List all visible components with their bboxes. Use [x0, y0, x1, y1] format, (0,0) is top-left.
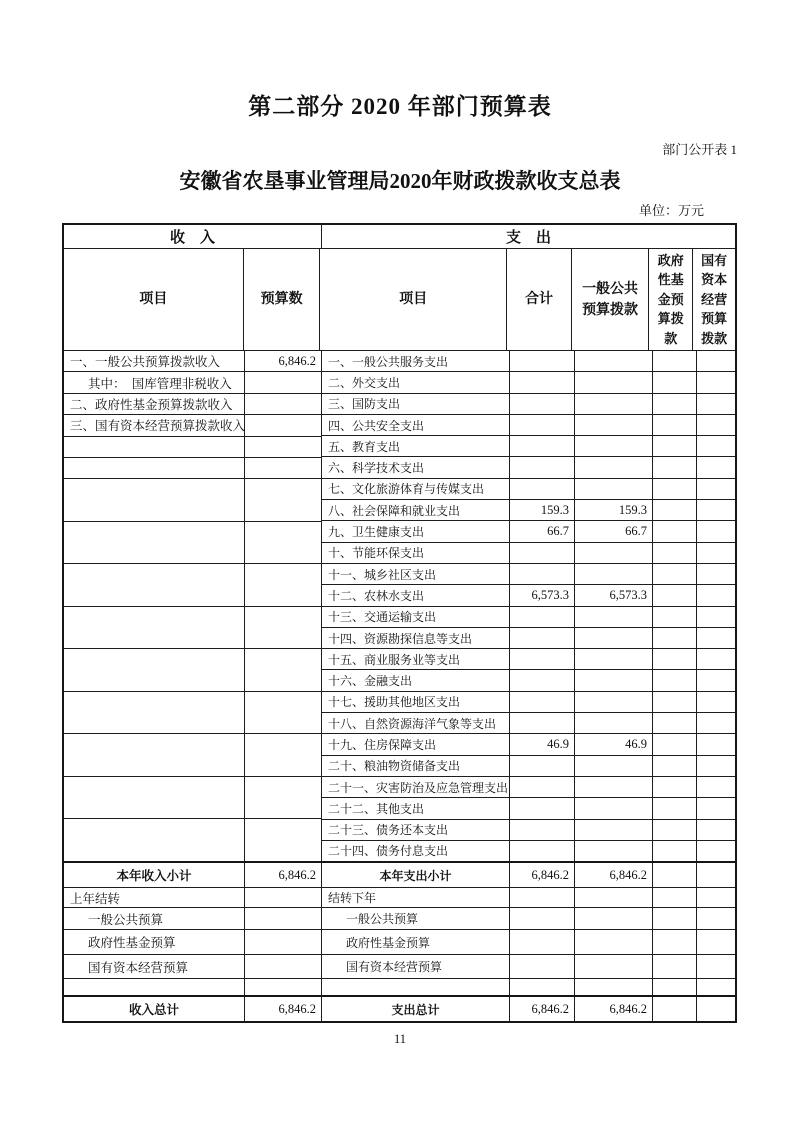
expenditure-total-value	[510, 436, 575, 456]
expenditure-state-capital-value	[697, 820, 735, 840]
page-number: 11	[393, 1032, 407, 1046]
expenditure-gov-fund-value	[653, 372, 697, 392]
income-summary-row	[64, 930, 321, 955]
expenditure-general-value	[575, 479, 653, 499]
expenditure-state-capital-value	[697, 734, 735, 754]
expenditure-gov-fund-value	[653, 841, 697, 861]
expenditure-row	[322, 607, 735, 628]
expenditure-row	[322, 841, 735, 861]
income-summary	[64, 863, 322, 1021]
column-header-state-capital-budget: 国有资本经营预算拨款	[701, 252, 728, 346]
column-header-income-item: 项目	[64, 249, 244, 350]
expenditure-summary-state-capital	[697, 955, 735, 978]
expenditure-state-capital-value	[697, 841, 735, 861]
expenditure-state-capital-value	[697, 798, 735, 818]
expenditure-state-capital-value	[697, 777, 735, 797]
expenditure-general-value: 6,573.3	[575, 585, 653, 605]
column-header-total: 合计	[507, 249, 572, 350]
expenditure-gov-fund-value	[653, 415, 697, 435]
empty-label-cell	[64, 437, 245, 457]
income-empty-row	[64, 692, 321, 735]
expenditure-gov-fund-value	[653, 394, 697, 414]
expenditure-summary-row	[322, 908, 735, 930]
expenditure-gov-fund-value	[653, 692, 697, 712]
expenditure-state-capital-value	[697, 670, 735, 690]
expenditure-item-label: 二十四、债务付息支出	[322, 841, 510, 861]
income-empty-row	[64, 564, 321, 607]
expenditure-row	[322, 564, 735, 585]
expenditure-item-label: 十一、城乡社区支出	[322, 564, 510, 584]
expenditure-row	[322, 777, 735, 798]
expenditure-gov-fund-value	[653, 543, 697, 563]
column-header-income-budget: 预算数	[244, 249, 321, 350]
expenditure-gov-fund-value	[653, 479, 697, 499]
empty-label-cell	[64, 522, 245, 564]
income-item-label: 其中： 国库管理非税收入	[64, 372, 245, 392]
income-summary-row	[64, 979, 321, 997]
expenditure-gov-fund-value	[653, 457, 697, 477]
expenditure-item-label: 二十三、债务还本支出	[322, 820, 510, 840]
expenditure-item-label: 二十一、灾害防治及应急管理支出	[322, 777, 510, 797]
empty-value-cell	[245, 819, 321, 861]
income-budget-value	[245, 394, 321, 414]
expenditure-row	[322, 670, 735, 691]
empty-value-cell	[245, 734, 321, 776]
expenditure-item-label: 二十二、其他支出	[322, 798, 510, 818]
expenditure-summary-total	[510, 888, 575, 907]
expenditure-total-value	[510, 841, 575, 861]
income-summary-label: 国有资本经营预算	[64, 955, 245, 978]
expenditure-total-value: 159.3	[510, 500, 575, 520]
expenditure-summary-gov-fund	[653, 979, 697, 995]
income-summary-row	[64, 955, 321, 979]
expenditure-item-label: 八、社会保障和就业支出	[322, 500, 510, 520]
expenditure-summary-row	[322, 930, 735, 955]
expenditure-gov-fund-value	[653, 756, 697, 776]
expenditure-gov-fund-value	[653, 713, 697, 733]
income-row	[64, 372, 321, 393]
unit-note: 单位：万元	[638, 203, 704, 218]
expenditure-general-value	[575, 457, 653, 477]
expenditure-summary-total	[510, 908, 575, 929]
expenditure-total-value: 66.7	[510, 521, 575, 541]
income-summary-label	[64, 979, 245, 995]
expenditure-summary-row	[322, 997, 735, 1021]
expenditure-total-value	[510, 798, 575, 818]
expenditure-total-value	[510, 670, 575, 690]
income-empty-row	[64, 458, 321, 479]
expenditure-summary-total: 6,846.2	[510, 863, 575, 887]
expenditure-total-value	[510, 777, 575, 797]
income-empty-row	[64, 819, 321, 861]
expenditure-gov-fund-value	[653, 734, 697, 754]
expenditure-item-label: 十五、商业服务业等支出	[322, 649, 510, 669]
expenditure-state-capital-value	[697, 436, 735, 456]
expenditure-gov-fund-value	[653, 585, 697, 605]
expenditure-item-label: 一、一般公共服务支出	[322, 351, 510, 371]
income-empty-row	[64, 437, 321, 458]
expenditure-item-label: 七、文化旅游体育与传媒支出	[322, 479, 510, 499]
income-summary-value	[245, 955, 321, 978]
expenditure-summary	[322, 863, 735, 1021]
expenditure-summary-label: 结转下年	[322, 888, 510, 907]
expenditure-gov-fund-value	[653, 351, 697, 371]
expenditure-total-value	[510, 351, 575, 371]
income-item-label: 二、政府性基金预算拨款收入	[64, 394, 245, 414]
income-summary-value	[245, 888, 321, 907]
income-summary-value	[245, 930, 321, 954]
expenditure-summary-label: 支出总计	[322, 997, 510, 1021]
expenditure-section-header: 支 出	[505, 230, 551, 246]
table-title: 安徽省农垦事业管理局2020年财政拨款收支总表	[179, 169, 621, 193]
expenditure-total-value	[510, 457, 575, 477]
expenditure-gov-fund-value	[653, 564, 697, 584]
expenditure-summary-general	[575, 955, 653, 978]
expenditure-body	[322, 351, 735, 861]
expenditure-state-capital-value	[697, 479, 735, 499]
expenditure-item-label: 二十、粮油物资储备支出	[322, 756, 510, 776]
income-empty-row	[64, 734, 321, 777]
income-summary-value	[245, 979, 321, 995]
expenditure-total-value	[510, 543, 575, 563]
expenditure-state-capital-value	[697, 628, 735, 648]
income-row	[64, 351, 321, 372]
expenditure-state-capital-value	[697, 585, 735, 605]
expenditure-general-value	[575, 798, 653, 818]
income-summary-row	[64, 908, 321, 930]
income-summary-label: 一般公共预算	[64, 908, 245, 929]
expenditure-total-value	[510, 372, 575, 392]
expenditure-gov-fund-value	[653, 521, 697, 541]
expenditure-general-value	[575, 692, 653, 712]
income-item-label: 三、国有资本经营预算拨款收入	[64, 415, 245, 435]
income-empty-row	[64, 649, 321, 692]
expenditure-row	[322, 713, 735, 734]
expenditure-state-capital-value	[697, 351, 735, 371]
expenditure-row	[322, 820, 735, 841]
expenditure-summary-state-capital	[697, 930, 735, 954]
expenditure-gov-fund-value	[653, 436, 697, 456]
table-column-header-row	[64, 249, 735, 351]
empty-label-cell	[64, 564, 245, 606]
expenditure-gov-fund-value	[653, 777, 697, 797]
expenditure-general-value	[575, 415, 653, 435]
expenditure-item-label: 十七、援助其他地区支出	[322, 692, 510, 712]
empty-value-cell	[245, 692, 321, 734]
expenditure-summary-gov-fund	[653, 863, 697, 887]
expenditure-summary-label: 一般公共预算	[322, 908, 510, 929]
column-header-gov-fund-budget: 政府性基金预算拨款	[649, 249, 693, 350]
expenditure-row	[322, 436, 735, 457]
expenditure-state-capital-value	[697, 415, 735, 435]
column-header-general-public-budget: 一般公共预算拨款	[572, 249, 650, 350]
expenditure-summary-general	[575, 979, 653, 995]
income-summary-row	[64, 997, 321, 1021]
expenditure-gov-fund-value	[653, 500, 697, 520]
empty-value-cell	[245, 458, 321, 478]
empty-label-cell	[64, 479, 245, 521]
expenditure-general-value	[575, 543, 653, 563]
expenditure-item-label: 五、教育支出	[322, 436, 510, 456]
empty-value-cell	[245, 777, 321, 819]
expenditure-summary-total	[510, 979, 575, 995]
income-row	[64, 394, 321, 415]
expenditure-summary-row	[322, 955, 735, 979]
expenditure-row	[322, 521, 735, 542]
empty-value-cell	[245, 522, 321, 564]
expenditure-row	[322, 500, 735, 521]
expenditure-item-label: 十八、自然资源海洋气象等支出	[322, 713, 510, 733]
income-row	[64, 415, 321, 436]
expenditure-general-value	[575, 713, 653, 733]
empty-label-cell	[64, 777, 245, 819]
expenditure-summary-state-capital	[697, 888, 735, 907]
income-budget-value	[245, 372, 321, 392]
expenditure-total-value	[510, 564, 575, 584]
expenditure-summary-row	[322, 863, 735, 888]
expenditure-state-capital-value	[697, 372, 735, 392]
empty-label-cell	[64, 819, 245, 861]
income-empty-row	[64, 522, 321, 565]
table-body	[64, 351, 735, 863]
expenditure-state-capital-value	[697, 564, 735, 584]
expenditure-gov-fund-value	[653, 820, 697, 840]
expenditure-gov-fund-value	[653, 798, 697, 818]
expenditure-general-value	[575, 777, 653, 797]
expenditure-summary-state-capital	[697, 908, 735, 929]
expenditure-general-value	[575, 564, 653, 584]
expenditure-row	[322, 415, 735, 436]
expenditure-gov-fund-value	[653, 628, 697, 648]
income-empty-row	[64, 777, 321, 820]
expenditure-row	[322, 479, 735, 500]
expenditure-summary-gov-fund	[653, 955, 697, 978]
income-budget-value	[245, 415, 321, 435]
empty-label-cell	[64, 458, 245, 478]
expenditure-general-value	[575, 372, 653, 392]
expenditure-summary-row	[322, 888, 735, 908]
expenditure-row	[322, 543, 735, 564]
expenditure-general-value	[575, 607, 653, 627]
empty-value-cell	[245, 649, 321, 691]
income-summary-label: 收入总计	[64, 997, 245, 1021]
income-section-header: 收 入	[64, 225, 322, 248]
income-empty-row	[64, 607, 321, 650]
expenditure-general-value	[575, 628, 653, 648]
expenditure-item-label: 十、节能环保支出	[322, 543, 510, 563]
expenditure-row	[322, 628, 735, 649]
expenditure-row	[322, 798, 735, 819]
expenditure-summary-general	[575, 888, 653, 907]
expenditure-item-label: 六、科学技术支出	[322, 457, 510, 477]
expenditure-state-capital-value	[697, 756, 735, 776]
expenditure-total-value	[510, 692, 575, 712]
expenditure-item-label: 二、外交支出	[322, 372, 510, 392]
expenditure-row	[322, 351, 735, 372]
income-summary-label: 本年收入小计	[64, 863, 245, 887]
expenditure-general-value	[575, 670, 653, 690]
expenditure-total-value	[510, 628, 575, 648]
expenditure-state-capital-value	[697, 457, 735, 477]
expenditure-summary-total	[510, 955, 575, 978]
expenditure-summary-total	[510, 930, 575, 954]
expenditure-summary-gov-fund	[653, 997, 697, 1021]
expenditure-general-value	[575, 756, 653, 776]
empty-label-cell	[64, 649, 245, 691]
expenditure-item-label: 十九、住房保障支出	[322, 734, 510, 754]
income-summary-value	[245, 908, 321, 929]
expenditure-row	[322, 734, 735, 755]
expenditure-total-value	[510, 479, 575, 499]
expenditure-summary-row	[322, 979, 735, 997]
expenditure-summary-general	[575, 930, 653, 954]
expenditure-summary-state-capital	[697, 997, 735, 1021]
expenditure-general-value: 159.3	[575, 500, 653, 520]
expenditure-summary-gov-fund	[653, 908, 697, 929]
expenditure-general-value	[575, 394, 653, 414]
expenditure-general-value	[575, 436, 653, 456]
expenditure-total-value: 46.9	[510, 734, 575, 754]
expenditure-state-capital-value	[697, 500, 735, 520]
expenditure-gov-fund-value	[653, 649, 697, 669]
expenditure-general-value	[575, 351, 653, 371]
expenditure-row	[322, 457, 735, 478]
income-body	[64, 351, 322, 861]
expenditure-total-value	[510, 607, 575, 627]
income-summary-row	[64, 863, 321, 888]
expenditure-row	[322, 756, 735, 777]
expenditure-item-label: 十二、农林水支出	[322, 585, 510, 605]
table-label: 部门公开表 1	[662, 142, 737, 157]
income-empty-row	[64, 479, 321, 522]
expenditure-summary-label: 国有资本经营预算	[322, 955, 510, 978]
empty-value-cell	[245, 564, 321, 606]
income-summary-label: 上年结转	[64, 888, 245, 907]
empty-value-cell	[245, 479, 321, 521]
expenditure-state-capital-value	[697, 713, 735, 733]
expenditure-total-value	[510, 649, 575, 669]
table-section-header-row	[64, 225, 735, 249]
expenditure-general-value	[575, 841, 653, 861]
income-summary-label: 政府性基金预算	[64, 930, 245, 954]
empty-label-cell	[64, 607, 245, 649]
expenditure-row	[322, 394, 735, 415]
expenditure-state-capital-value	[697, 394, 735, 414]
expenditure-total-value	[510, 415, 575, 435]
empty-value-cell	[245, 437, 321, 457]
table-summary	[64, 863, 735, 1021]
income-budget-value: 6,846.2	[278, 353, 316, 368]
expenditure-item-label: 十四、资源勘探信息等支出	[322, 628, 510, 648]
column-header-expenditure-item: 项目	[320, 249, 507, 350]
expenditure-summary-general: 6,846.2	[575, 863, 653, 887]
expenditure-row	[322, 372, 735, 393]
expenditure-summary-total: 6,846.2	[510, 997, 575, 1021]
expenditure-summary-general: 6,846.2	[575, 997, 653, 1021]
income-item-label: 一、一般公共预算拨款收入	[64, 351, 245, 371]
income-summary-row	[64, 888, 321, 908]
expenditure-item-label: 十三、交通运输支出	[322, 607, 510, 627]
expenditure-item-label: 九、卫生健康支出	[322, 521, 510, 541]
expenditure-state-capital-value	[697, 692, 735, 712]
expenditure-total-value	[510, 820, 575, 840]
budget-table	[62, 223, 737, 1023]
expenditure-row	[322, 585, 735, 606]
income-summary-value: 6,846.2	[278, 1001, 316, 1016]
expenditure-gov-fund-value	[653, 670, 697, 690]
expenditure-summary-general	[575, 908, 653, 929]
expenditure-state-capital-value	[697, 543, 735, 563]
expenditure-row	[322, 692, 735, 713]
expenditure-summary-gov-fund	[653, 930, 697, 954]
expenditure-item-label: 三、国防支出	[322, 394, 510, 414]
empty-value-cell	[245, 607, 321, 649]
expenditure-item-label: 十六、金融支出	[322, 670, 510, 690]
part-title: 第二部分 2020 年部门预算表	[248, 94, 552, 119]
expenditure-summary-gov-fund	[653, 888, 697, 907]
expenditure-summary-state-capital	[697, 863, 735, 887]
expenditure-row	[322, 649, 735, 670]
expenditure-summary-state-capital	[697, 979, 735, 995]
expenditure-state-capital-value	[697, 649, 735, 669]
expenditure-summary-label: 本年支出小计	[322, 863, 510, 887]
expenditure-gov-fund-value	[653, 607, 697, 627]
empty-label-cell	[64, 734, 245, 776]
expenditure-summary-label	[322, 979, 510, 995]
expenditure-general-value: 66.7	[575, 521, 653, 541]
expenditure-total-value: 6,573.3	[510, 585, 575, 605]
expenditure-total-value	[510, 394, 575, 414]
expenditure-item-label: 四、公共安全支出	[322, 415, 510, 435]
expenditure-general-value: 46.9	[575, 734, 653, 754]
expenditure-total-value	[510, 713, 575, 733]
expenditure-state-capital-value	[697, 607, 735, 627]
expenditure-general-value	[575, 649, 653, 669]
expenditure-total-value	[510, 756, 575, 776]
income-summary-value: 6,846.2	[278, 867, 316, 882]
expenditure-state-capital-value	[697, 521, 735, 541]
expenditure-summary-label: 政府性基金预算	[322, 930, 510, 954]
expenditure-general-value	[575, 820, 653, 840]
empty-label-cell	[64, 692, 245, 734]
